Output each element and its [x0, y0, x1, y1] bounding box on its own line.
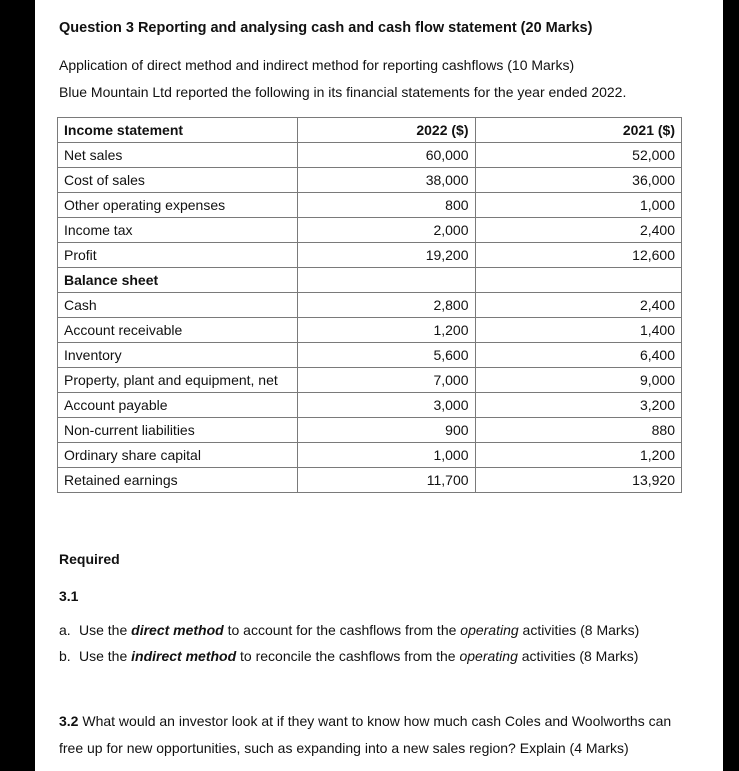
empty-cell	[297, 268, 475, 293]
question-3-1-number: 3.1	[59, 588, 79, 604]
table-row	[58, 443, 682, 468]
row-value-2021: 13,920	[475, 468, 681, 493]
row-value-2021: 9,000	[475, 368, 681, 393]
row-label: Profit	[58, 243, 298, 268]
row-label: Net sales	[58, 143, 298, 168]
table-header-row	[58, 118, 682, 143]
section-label-balance-sheet: Balance sheet	[58, 268, 298, 293]
row-value-2021: 880	[475, 418, 681, 443]
row-value-2021: 6,400	[475, 343, 681, 368]
empty-cell	[475, 268, 681, 293]
row-value-2021: 3,200	[475, 393, 681, 418]
table-row	[58, 218, 682, 243]
row-label: Inventory	[58, 343, 298, 368]
table-row	[58, 143, 682, 168]
row-label: Account receivable	[58, 318, 298, 343]
row-value-2021: 1,400	[475, 318, 681, 343]
table-row	[58, 243, 682, 268]
row-value-2021: 52,000	[475, 143, 681, 168]
context-line: Blue Mountain Ltd reported the following in its financial statements for the year ended 2022.	[59, 84, 627, 100]
header-income-statement: Income statement	[58, 118, 298, 143]
row-label: Income tax	[58, 218, 298, 243]
row-label: Non-current liabilities	[58, 418, 298, 443]
item-text-pre: Use the	[79, 622, 132, 638]
question-3-2-number: 3.2	[59, 713, 79, 729]
row-value-2022: 7,000	[297, 368, 475, 393]
row-value-2021: 12,600	[475, 243, 681, 268]
row-label: Property, plant and equipment, net	[58, 368, 298, 393]
item-emphasis: indirect method	[131, 648, 237, 664]
row-label: Retained earnings	[58, 468, 298, 493]
item-text-post: activities (8 Marks)	[517, 648, 639, 664]
document-page	[35, 0, 723, 771]
row-value-2022: 2,000	[297, 218, 475, 243]
row-value-2022: 800	[297, 193, 475, 218]
row-value-2022: 1,200	[297, 318, 475, 343]
table-row	[58, 418, 682, 443]
question-3-2	[59, 708, 699, 762]
row-label: Cash	[58, 293, 298, 318]
row-value-2021: 1,200	[475, 443, 681, 468]
row-label: Account payable	[58, 393, 298, 418]
table-row	[58, 318, 682, 343]
row-value-2022: 1,000	[297, 443, 475, 468]
table-row	[58, 193, 682, 218]
table-row	[58, 368, 682, 393]
item-text-mid: to account for the cashflows from the	[223, 622, 461, 638]
question-3-2-text: What would an investor look at if they want to know how much cash Coles and Woolworths can free up for new opportunities, such as expanding into a new sales region? Explain (4 Marks)	[59, 713, 672, 756]
question-3-1-a	[59, 622, 639, 638]
row-value-2022: 3,000	[297, 393, 475, 418]
item-text-post: activities (8 Marks)	[518, 622, 640, 638]
item-italic: operating	[459, 648, 518, 664]
table-row	[58, 343, 682, 368]
row-value-2021: 1,000	[475, 193, 681, 218]
row-value-2022: 900	[297, 418, 475, 443]
item-text-pre: Use the	[79, 648, 132, 664]
row-value-2022: 2,800	[297, 293, 475, 318]
item-emphasis: direct method	[131, 622, 224, 638]
financial-statements-table	[57, 117, 682, 493]
row-value-2022: 38,000	[297, 168, 475, 193]
row-value-2021: 2,400	[475, 218, 681, 243]
table-row	[58, 168, 682, 193]
row-label: Cost of sales	[58, 168, 298, 193]
row-label: Ordinary share capital	[58, 443, 298, 468]
intro-line: Application of direct method and indirect method for reporting cashflows (10 Marks)	[59, 57, 575, 73]
row-value-2021: 36,000	[475, 168, 681, 193]
row-label: Other operating expenses	[58, 193, 298, 218]
table-row	[58, 293, 682, 318]
item-text-mid: to reconcile the cashflows from the	[236, 648, 460, 664]
question-heading: Question 3 Reporting and analysing cash and cash flow statement (20 Marks)	[59, 20, 593, 36]
header-2021: 2021 ($)	[475, 118, 681, 143]
balance-sheet-section-row	[58, 268, 682, 293]
table-row	[58, 468, 682, 493]
question-3-1-b	[59, 648, 638, 664]
row-value-2022: 5,600	[297, 343, 475, 368]
table-row	[58, 393, 682, 418]
item-italic: operating	[460, 622, 519, 638]
row-value-2022: 60,000	[297, 143, 475, 168]
item-letter: a.	[59, 622, 71, 638]
item-letter: b.	[59, 648, 71, 664]
header-2022: 2022 ($)	[297, 118, 475, 143]
row-value-2022: 19,200	[297, 243, 475, 268]
required-label: Required	[59, 551, 120, 567]
row-value-2022: 11,700	[297, 468, 475, 493]
row-value-2021: 2,400	[475, 293, 681, 318]
